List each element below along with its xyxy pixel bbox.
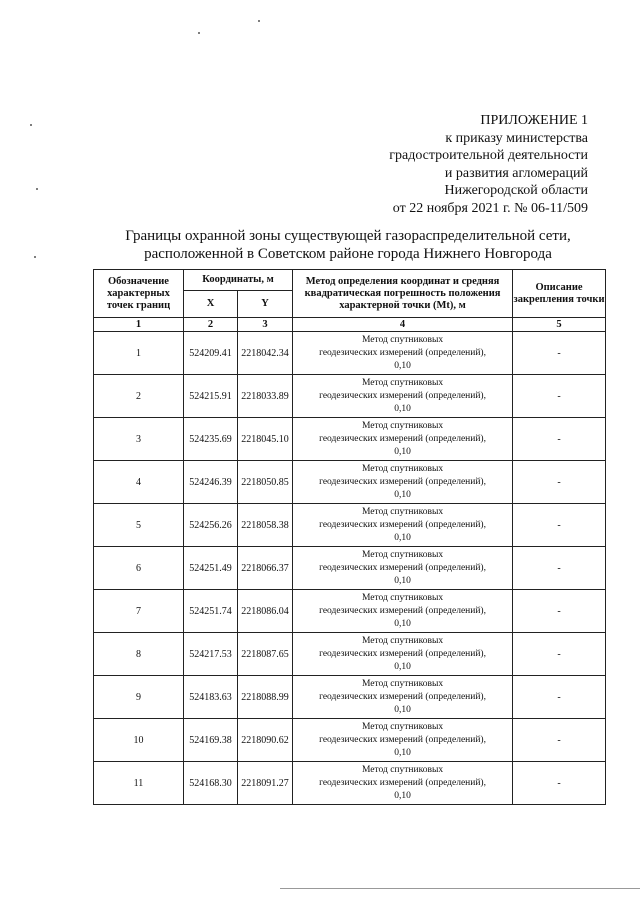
method-line: Метод спутниковых — [361, 678, 444, 689]
method-line: Метод спутниковых — [361, 549, 444, 560]
cell-y: 2218066.37 — [238, 547, 293, 590]
method-line: Метод спутниковых — [361, 635, 444, 646]
appendix-line: к приказу министерства — [445, 130, 588, 146]
scan-speck — [34, 256, 36, 258]
cell-x: 524217.53 — [184, 633, 238, 676]
method-line: 0,10 — [394, 661, 411, 672]
table-row — [94, 676, 606, 719]
cell-y: 2218045.10 — [238, 418, 293, 461]
cell-point: 9 — [94, 676, 184, 719]
method-line: геодезических измерений (определений), — [319, 562, 486, 573]
method-line: 0,10 — [394, 790, 411, 801]
method-line: геодезических измерений (определений), — [319, 347, 486, 358]
method-line: Метод спутниковых — [361, 506, 444, 517]
header-method: Метод определения координат и средняя квадратическая погрешность положения характерной точки (Mt), м — [293, 270, 513, 318]
table-row — [94, 418, 606, 461]
table-row — [94, 504, 606, 547]
boundary-points-table — [93, 269, 606, 805]
cell-method — [293, 719, 513, 762]
cell-x: 524209.41 — [184, 332, 238, 375]
cell-description: - — [513, 504, 606, 547]
method-line: Метод спутниковых — [361, 420, 444, 431]
method-line: геодезических измерений (определений), — [319, 777, 486, 788]
cell-point: 6 — [94, 547, 184, 590]
cell-method — [293, 504, 513, 547]
cell-method — [293, 332, 513, 375]
method-line: Метод спутниковых — [361, 592, 444, 603]
cell-description: - — [513, 633, 606, 676]
cell-point: 3 — [94, 418, 184, 461]
method-line: Метод спутниковых — [361, 463, 444, 474]
title-line: Границы охранной зоны существующей газораспределительной сети, — [125, 228, 571, 244]
header-x: X — [184, 291, 238, 318]
cell-x: 524215.91 — [184, 375, 238, 418]
cell-y: 2218058.38 — [238, 504, 293, 547]
method-line: 0,10 — [394, 575, 411, 586]
scan-speck — [258, 20, 260, 22]
method-line: геодезических измерений (определений), — [319, 691, 486, 702]
method-line: 0,10 — [394, 618, 411, 629]
method-line: 0,10 — [394, 489, 411, 500]
table-row — [94, 719, 606, 762]
cell-point: 10 — [94, 719, 184, 762]
cell-x: 524235.69 — [184, 418, 238, 461]
cell-point: 5 — [94, 504, 184, 547]
method-line: 0,10 — [394, 446, 411, 457]
appendix-line: и развития агломераций — [444, 165, 588, 181]
cell-method — [293, 418, 513, 461]
cell-x: 524246.39 — [184, 461, 238, 504]
cell-x: 524169.38 — [184, 719, 238, 762]
cell-x: 524251.74 — [184, 590, 238, 633]
cell-x: 524183.63 — [184, 676, 238, 719]
table-row — [94, 375, 606, 418]
method-line: Метод спутниковых — [361, 764, 444, 775]
method-line: Метод спутниковых — [361, 721, 444, 732]
method-line: геодезических измерений (определений), — [319, 605, 486, 616]
cell-point: 4 — [94, 461, 184, 504]
cell-x: 524168.30 — [184, 762, 238, 805]
cell-description: - — [513, 590, 606, 633]
col-number: 3 — [238, 318, 293, 332]
cell-y: 2218086.04 — [238, 590, 293, 633]
table-row — [94, 332, 606, 375]
cell-point: 7 — [94, 590, 184, 633]
cell-description: - — [513, 762, 606, 805]
cell-point: 1 — [94, 332, 184, 375]
appendix-header — [288, 112, 588, 218]
col-number: 4 — [293, 318, 513, 332]
method-line: 0,10 — [394, 532, 411, 543]
cell-y: 2218090.62 — [238, 719, 293, 762]
cell-description: - — [513, 332, 606, 375]
title-line: расположенной в Советском районе города Нижнего Новгорода — [144, 246, 552, 262]
cell-description: - — [513, 676, 606, 719]
cell-point: 2 — [94, 375, 184, 418]
cell-description: - — [513, 418, 606, 461]
cell-x: 524251.49 — [184, 547, 238, 590]
cell-method — [293, 375, 513, 418]
method-line: геодезических измерений (определений), — [319, 519, 486, 530]
appendix-title: ПРИЛОЖЕНИЕ 1 — [480, 113, 588, 128]
cell-y: 2218042.34 — [238, 332, 293, 375]
table-row — [94, 547, 606, 590]
method-line: геодезических измерений (определений), — [319, 433, 486, 444]
header-coords: Координаты, м — [184, 270, 293, 291]
col-number: 1 — [94, 318, 184, 332]
header-description: Описание закрепления точки — [513, 270, 606, 318]
appendix-line: Нижегородской области — [444, 183, 588, 199]
cell-y: 2218050.85 — [238, 461, 293, 504]
table-row — [94, 461, 606, 504]
method-line: 0,10 — [394, 704, 411, 715]
method-line: геодезических измерений (определений), — [319, 734, 486, 745]
cell-point: 8 — [94, 633, 184, 676]
cell-method — [293, 590, 513, 633]
cell-method — [293, 547, 513, 590]
method-line: 0,10 — [394, 360, 411, 371]
appendix-line: градостроительной деятельности — [389, 148, 588, 164]
table-row — [94, 762, 606, 805]
method-line: 0,10 — [394, 403, 411, 414]
cell-method — [293, 461, 513, 504]
cell-y: 2218087.65 — [238, 633, 293, 676]
col-number: 5 — [513, 318, 606, 332]
cell-description: - — [513, 375, 606, 418]
method-line: геодезических измерений (определений), — [319, 476, 486, 487]
header-point: Обозначение характерных точек границ — [94, 270, 184, 318]
cell-y: 2218091.27 — [238, 762, 293, 805]
cell-description: - — [513, 547, 606, 590]
cell-x: 524256.26 — [184, 504, 238, 547]
scan-speck — [198, 32, 200, 34]
cell-point: 11 — [94, 762, 184, 805]
scan-speck — [36, 188, 38, 190]
scan-speck — [30, 124, 32, 126]
header-y: Y — [238, 291, 293, 318]
method-line: Метод спутниковых — [361, 377, 444, 388]
appendix-date-number: от 22 ноября 2021 г. № 06-11/509 — [392, 200, 588, 216]
cell-y: 2218033.89 — [238, 375, 293, 418]
document-title — [92, 227, 604, 263]
method-line: 0,10 — [394, 747, 411, 758]
method-line: геодезических измерений (определений), — [319, 648, 486, 659]
method-line: геодезических измерений (определений), — [319, 390, 486, 401]
cell-method — [293, 762, 513, 805]
cell-y: 2218088.99 — [238, 676, 293, 719]
scan-edge-line — [280, 888, 640, 889]
cell-method — [293, 633, 513, 676]
cell-method — [293, 676, 513, 719]
cell-description: - — [513, 461, 606, 504]
cell-description: - — [513, 719, 606, 762]
table-row — [94, 590, 606, 633]
method-line: Метод спутниковых — [361, 334, 444, 345]
table-row — [94, 633, 606, 676]
col-number: 2 — [184, 318, 238, 332]
